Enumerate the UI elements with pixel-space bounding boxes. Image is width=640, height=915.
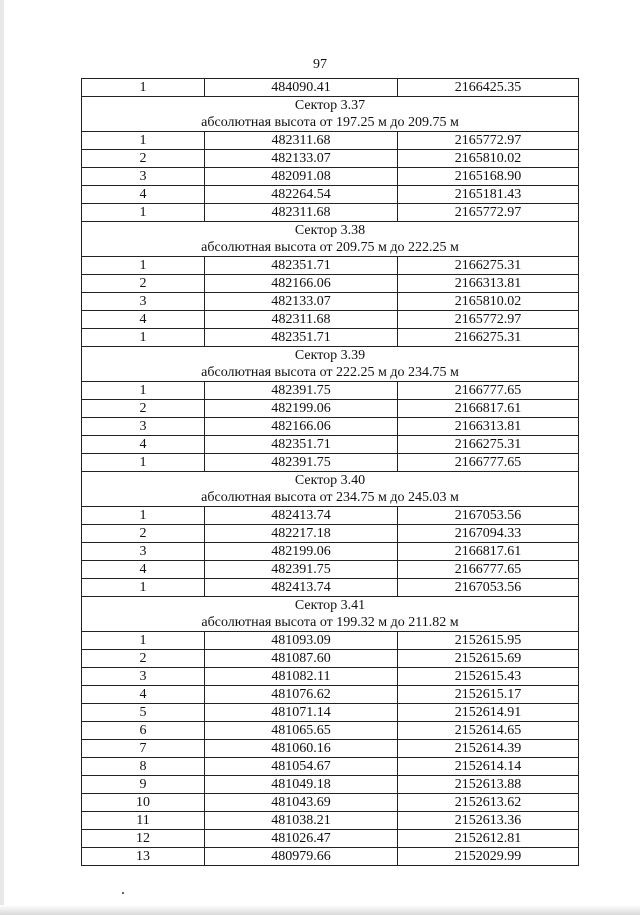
point-number: 1 xyxy=(82,382,205,400)
coordinate-y: 2152615.17 xyxy=(398,686,579,704)
table-row xyxy=(82,758,579,776)
sector-altitude-range: абсолютная высота от 197.25 м до 209.75 м xyxy=(82,114,579,132)
table-row xyxy=(82,543,579,561)
point-number: 1 xyxy=(82,257,205,275)
table-row xyxy=(82,650,579,668)
coordinate-y: 2167094.33 xyxy=(398,525,579,543)
coordinate-y: 2166275.31 xyxy=(398,329,579,347)
coordinate-x: 481071.14 xyxy=(205,704,398,722)
coordinate-x: 481087.60 xyxy=(205,650,398,668)
sector-title: Сектор 3.38 xyxy=(82,222,579,240)
coordinate-x: 482391.75 xyxy=(205,561,398,579)
table-row xyxy=(82,812,579,830)
table-row xyxy=(82,257,579,275)
scan-edge-left xyxy=(0,0,4,915)
coordinate-x: 482199.06 xyxy=(205,400,398,418)
table-row xyxy=(82,329,579,347)
coordinate-x: 481060.16 xyxy=(205,740,398,758)
table-row xyxy=(82,704,579,722)
sector-range-row xyxy=(82,114,579,132)
point-number: 1 xyxy=(82,329,205,347)
table-row xyxy=(82,632,579,650)
table-row xyxy=(82,668,579,686)
coordinate-x: 481054.67 xyxy=(205,758,398,776)
point-number: 1 xyxy=(82,204,205,222)
coordinates-document xyxy=(81,78,578,866)
coordinate-x: 482091.08 xyxy=(205,168,398,186)
point-number: 3 xyxy=(82,668,205,686)
table-row xyxy=(82,132,579,150)
coordinate-y: 2152614.14 xyxy=(398,758,579,776)
coordinate-y: 2166777.65 xyxy=(398,382,579,400)
coordinate-x: 482391.75 xyxy=(205,454,398,472)
coordinate-x: 482166.06 xyxy=(205,418,398,436)
coordinate-y: 2152029.99 xyxy=(398,848,579,866)
point-number: 3 xyxy=(82,543,205,561)
coordinate-y: 2152612.81 xyxy=(398,830,579,848)
coordinate-y: 2152615.95 xyxy=(398,632,579,650)
table-row xyxy=(82,400,579,418)
table-row xyxy=(82,293,579,311)
sector-title: Сектор 3.40 xyxy=(82,472,579,490)
point-number: 2 xyxy=(82,150,205,168)
coordinate-x: 481026.47 xyxy=(205,830,398,848)
table-row xyxy=(82,525,579,543)
sector-header-row xyxy=(82,472,579,490)
sector-title: Сектор 3.37 xyxy=(82,97,579,115)
sector-altitude-range: абсолютная высота от 222.25 м до 234.75 м xyxy=(82,364,579,382)
coordinate-y: 2165181.43 xyxy=(398,186,579,204)
point-number: 3 xyxy=(82,293,205,311)
coordinate-x: 482351.71 xyxy=(205,436,398,454)
coordinate-x: 482351.71 xyxy=(205,329,398,347)
point-number: 11 xyxy=(82,812,205,830)
point-number: 1 xyxy=(82,79,205,97)
point-number: 1 xyxy=(82,132,205,150)
coordinate-y: 2166425.35 xyxy=(398,79,579,97)
sector-range-row xyxy=(82,489,579,507)
table-row xyxy=(82,186,579,204)
point-number: 1 xyxy=(82,579,205,597)
point-number: 9 xyxy=(82,776,205,794)
sector-title: Сектор 3.39 xyxy=(82,347,579,365)
point-number: 4 xyxy=(82,186,205,204)
point-number: 1 xyxy=(82,507,205,525)
coordinate-y: 2165810.02 xyxy=(398,150,579,168)
table-row xyxy=(82,418,579,436)
table-row xyxy=(82,150,579,168)
coordinate-y: 2152613.36 xyxy=(398,812,579,830)
sector-header-row xyxy=(82,347,579,365)
table-row xyxy=(82,776,579,794)
coordinate-y: 2166275.31 xyxy=(398,257,579,275)
coordinate-x: 481082.11 xyxy=(205,668,398,686)
point-number: 3 xyxy=(82,168,205,186)
coordinate-x: 481093.09 xyxy=(205,632,398,650)
coordinate-y: 2166777.65 xyxy=(398,454,579,472)
scan-speck xyxy=(122,892,124,894)
table-row xyxy=(82,848,579,866)
coordinate-x: 481049.18 xyxy=(205,776,398,794)
point-number: 4 xyxy=(82,561,205,579)
point-number: 2 xyxy=(82,650,205,668)
point-number: 1 xyxy=(82,454,205,472)
sector-altitude-range: абсолютная высота от 209.75 м до 222.25 м xyxy=(82,239,579,257)
sector-altitude-range: абсолютная высота от 234.75 м до 245.03 м xyxy=(82,489,579,507)
coordinate-y: 2152614.65 xyxy=(398,722,579,740)
sector-header-row xyxy=(82,597,579,615)
coordinate-y: 2167053.56 xyxy=(398,507,579,525)
table-row xyxy=(82,686,579,704)
point-number: 6 xyxy=(82,722,205,740)
page-number: 97 xyxy=(313,57,327,72)
table-row xyxy=(82,382,579,400)
table-row xyxy=(82,579,579,597)
coordinate-y: 2152613.62 xyxy=(398,794,579,812)
table-row xyxy=(82,794,579,812)
scan-edge-bottom xyxy=(0,905,640,915)
coordinate-x: 481038.21 xyxy=(205,812,398,830)
point-number: 13 xyxy=(82,848,205,866)
coordinate-x: 481076.62 xyxy=(205,686,398,704)
point-number: 2 xyxy=(82,400,205,418)
point-number: 7 xyxy=(82,740,205,758)
point-number: 4 xyxy=(82,436,205,454)
sector-range-row xyxy=(82,364,579,382)
coordinate-x: 482311.68 xyxy=(205,311,398,329)
table-row xyxy=(82,722,579,740)
coordinate-x: 480979.66 xyxy=(205,848,398,866)
coordinate-y: 2165168.90 xyxy=(398,168,579,186)
point-number: 3 xyxy=(82,418,205,436)
coordinate-y: 2166777.65 xyxy=(398,561,579,579)
table-row xyxy=(82,275,579,293)
coordinate-y: 2152614.91 xyxy=(398,704,579,722)
coordinate-y: 2166313.81 xyxy=(398,275,579,293)
coordinates-table-body xyxy=(82,79,579,866)
coordinate-x: 482264.54 xyxy=(205,186,398,204)
coordinate-x: 481043.69 xyxy=(205,794,398,812)
sector-range-row xyxy=(82,239,579,257)
coordinate-y: 2152615.69 xyxy=(398,650,579,668)
coordinate-x: 482413.74 xyxy=(205,579,398,597)
table-row xyxy=(82,507,579,525)
sector-range-row xyxy=(82,614,579,632)
point-number: 2 xyxy=(82,525,205,543)
coordinate-y: 2152615.43 xyxy=(398,668,579,686)
coordinate-y: 2165772.97 xyxy=(398,132,579,150)
coordinate-x: 482391.75 xyxy=(205,382,398,400)
coordinate-x: 481065.65 xyxy=(205,722,398,740)
coordinate-x: 482199.06 xyxy=(205,543,398,561)
sector-header-row xyxy=(82,97,579,115)
coordinates-table xyxy=(81,78,579,866)
point-number: 4 xyxy=(82,311,205,329)
table-row xyxy=(82,561,579,579)
coordinate-y: 2167053.56 xyxy=(398,579,579,597)
table-row xyxy=(82,830,579,848)
coordinate-y: 2166313.81 xyxy=(398,418,579,436)
coordinate-x: 482311.68 xyxy=(205,204,398,222)
sector-title: Сектор 3.41 xyxy=(82,597,579,615)
table-row xyxy=(82,311,579,329)
table-row xyxy=(82,168,579,186)
point-number: 12 xyxy=(82,830,205,848)
coordinate-x: 482413.74 xyxy=(205,507,398,525)
point-number: 4 xyxy=(82,686,205,704)
coordinate-y: 2166817.61 xyxy=(398,400,579,418)
sector-header-row xyxy=(82,222,579,240)
coordinate-y: 2166275.31 xyxy=(398,436,579,454)
coordinate-y: 2152613.88 xyxy=(398,776,579,794)
coordinate-y: 2165772.97 xyxy=(398,204,579,222)
table-row xyxy=(82,436,579,454)
coordinate-x: 482351.71 xyxy=(205,257,398,275)
coordinate-y: 2165772.97 xyxy=(398,311,579,329)
point-number: 1 xyxy=(82,632,205,650)
coordinate-x: 482217.18 xyxy=(205,525,398,543)
table-row xyxy=(82,740,579,758)
coordinate-x: 482133.07 xyxy=(205,293,398,311)
table-row xyxy=(82,454,579,472)
table-row xyxy=(82,79,579,97)
coordinate-y: 2152614.39 xyxy=(398,740,579,758)
coordinate-x: 482133.07 xyxy=(205,150,398,168)
coordinate-y: 2165810.02 xyxy=(398,293,579,311)
coordinate-x: 484090.41 xyxy=(205,79,398,97)
point-number: 2 xyxy=(82,275,205,293)
coordinate-x: 482166.06 xyxy=(205,275,398,293)
coordinate-y: 2166817.61 xyxy=(398,543,579,561)
point-number: 5 xyxy=(82,704,205,722)
point-number: 8 xyxy=(82,758,205,776)
sector-altitude-range: абсолютная высота от 199.32 м до 211.82 м xyxy=(82,614,579,632)
coordinate-x: 482311.68 xyxy=(205,132,398,150)
table-row xyxy=(82,204,579,222)
point-number: 10 xyxy=(82,794,205,812)
